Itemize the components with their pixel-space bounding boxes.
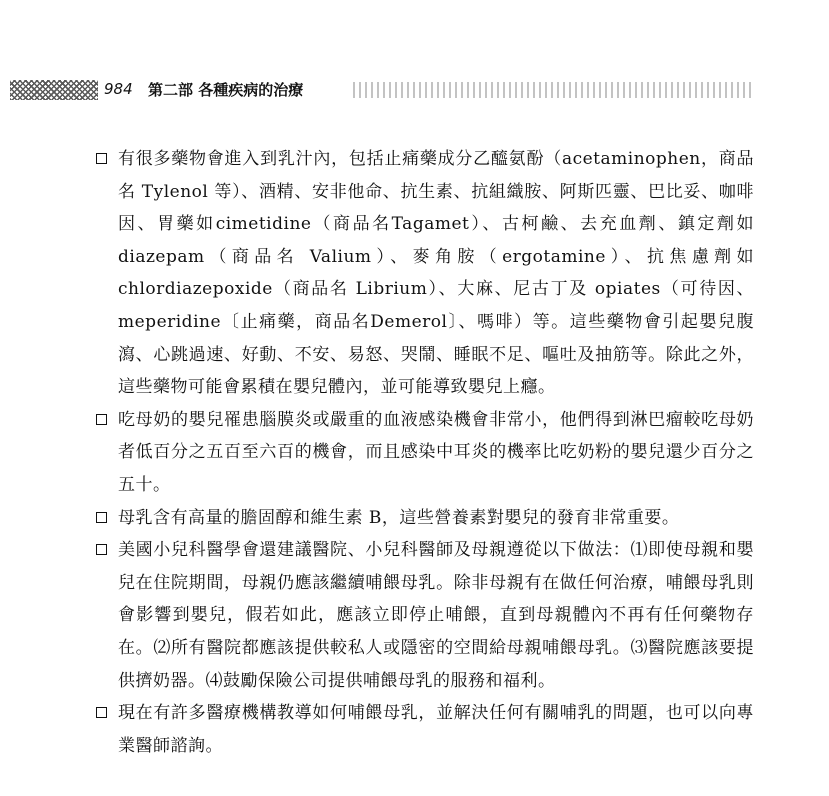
header-scan-noise	[353, 82, 753, 98]
checkbox-bullet-icon	[96, 153, 107, 164]
list-item	[94, 697, 754, 762]
bullet-list	[94, 143, 754, 762]
page-header	[8, 76, 820, 106]
list-item	[94, 143, 754, 404]
checkbox-bullet-icon	[96, 544, 107, 555]
list-item-text: 現在有許多醫療機構教導如何哺餵母乳，並解決任何有關哺乳的問題，也可以向專業醫師諮詢。	[118, 703, 754, 756]
chapter-title: 第二部 各種疾病的治療	[148, 81, 304, 99]
list-item	[94, 534, 754, 697]
checkbox-bullet-icon	[96, 707, 107, 718]
list-item-text: 母乳含有高量的膽固醇和維生素 B，這些營養素對嬰兒的發育非常重要。	[118, 507, 680, 528]
list-item-text: 有很多藥物會進入到乳汁內，包括止痛藥成分乙醯氨酚（acetaminophen，商品名 Tylenol 等）、酒精、安非他命、抗生素、抗組織胺、阿斯匹靈、巴比妥、咖啡因、胃藥如cimetidine（商品名Tagamet）、古柯鹼、去充血劑、鎮定劑如 diazepam（商品名 Valium）、麥角胺（ergotamine）、抗焦慮劑如 chlordiazepoxide（商品名 Librium）、大麻、尼古丁及 opiates（可待因、meperidine〔止痛藥，商品名Demerol〕、嗎啡）等。這些藥物會引起嬰兒腹瀉、心跳過速、好動、不安、易怒、哭鬧、睡眠不足、嘔吐及抽筋等。除此之外，這些藥物可能會累積在嬰兒體內，並可能導致嬰兒上癮。	[118, 149, 754, 398]
checkbox-bullet-icon	[96, 414, 107, 425]
page-number: 984	[104, 80, 133, 98]
list-item	[94, 502, 754, 535]
header-hatch-decoration	[10, 80, 98, 100]
list-item	[94, 404, 754, 502]
checkbox-bullet-icon	[96, 512, 107, 523]
list-item-text: 吃母奶的嬰兒罹患腦膜炎或嚴重的血液感染機會非常小，他們得到淋巴瘤較吃母奶者低百分之五百至六百的機會，而且感染中耳炎的機率比吃奶粉的嬰兒還少百分之五十。	[118, 409, 754, 495]
list-item-text: 美國小兒科醫學會還建議醫院、小兒科醫師及母親遵從以下做法：⑴即使母親和嬰兒在住院期間，母親仍應該繼續哺餵母乳。除非母親有在做任何治療，哺餵母乳則會影響到嬰兒，假若如此，應該立即停止哺餵，直到母親體內不再有任何藥物存在。⑵所有醫院都應該提供較私人或隱密的空間給母親哺餵母乳。⑶醫院應該要提供擠奶器。⑷鼓勵保險公司提供哺餵母乳的服務和福利。	[118, 540, 754, 691]
